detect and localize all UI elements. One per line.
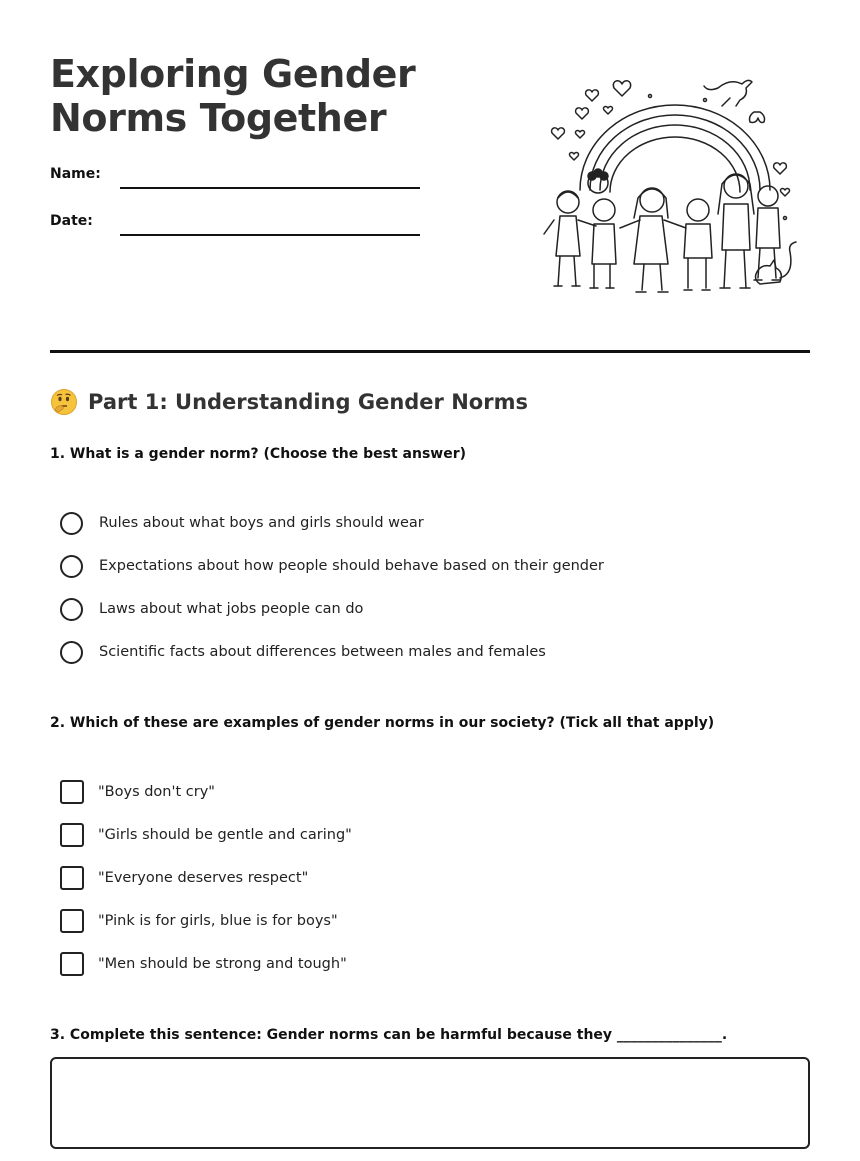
q2-option-3-label: "Everyone deserves respect" [98,870,309,886]
q1-option-2-label: Expectations about how people should behave based on their gender [99,558,604,574]
date-label: Date: [50,213,93,229]
q1-radio-2[interactable] [60,555,83,578]
q1-option-3-label: Laws about what jobs people can do [99,601,364,617]
thinking-face-icon [50,388,78,416]
q2-checkbox-4[interactable] [60,909,84,933]
q2-option-5[interactable] [60,951,347,977]
q1-option-2[interactable] [60,553,604,579]
title-line-1: Exploring Gender [50,52,416,96]
q1-radio-1[interactable] [60,512,83,535]
q2-option-5-label: "Men should be strong and tough" [98,956,347,972]
q3-answer-box[interactable] [50,1057,810,1149]
part1-heading-text: Part 1: Understanding Gender Norms [88,390,528,414]
q2-checkbox-5[interactable] [60,952,84,976]
children-rainbow-illustration [540,70,810,305]
question-1: 1. What is a gender norm? (Choose the best answer) [50,446,467,462]
q2-option-4[interactable] [60,908,338,934]
q1-radio-3[interactable] [60,598,83,621]
worksheet-title [50,52,470,140]
title-line-2: Norms Together [50,96,387,140]
q2-option-2-label: "Girls should be gentle and caring" [98,827,352,843]
q2-option-1-label: "Boys don't cry" [98,784,215,800]
question-3: 3. Complete this sentence: Gender norms can be harmful because they _______________. [50,1027,728,1043]
q2-checkbox-2[interactable] [60,823,84,847]
date-field[interactable] [120,234,420,236]
q1-option-4-label: Scientific facts about differences between males and females [99,644,546,660]
q1-option-1-label: Rules about what boys and girls should wear [99,515,424,531]
q1-radio-4[interactable] [60,641,83,664]
q1-option-4[interactable] [60,639,546,665]
q1-option-3[interactable] [60,596,363,622]
question-2: 2. Which of these are examples of gender norms in our society? (Tick all that apply) [50,715,715,731]
q2-checkbox-1[interactable] [60,780,84,804]
q2-checkbox-3[interactable] [60,866,84,890]
name-field[interactable] [120,187,420,189]
name-label: Name: [50,166,101,182]
part1-heading [50,388,528,416]
q1-option-1[interactable] [60,510,424,536]
q2-option-2[interactable] [60,822,352,848]
q2-option-3[interactable] [60,865,308,891]
q2-option-4-label: "Pink is for girls, blue is for boys" [98,913,338,929]
section-divider [50,350,810,353]
q2-option-1[interactable] [60,779,215,805]
